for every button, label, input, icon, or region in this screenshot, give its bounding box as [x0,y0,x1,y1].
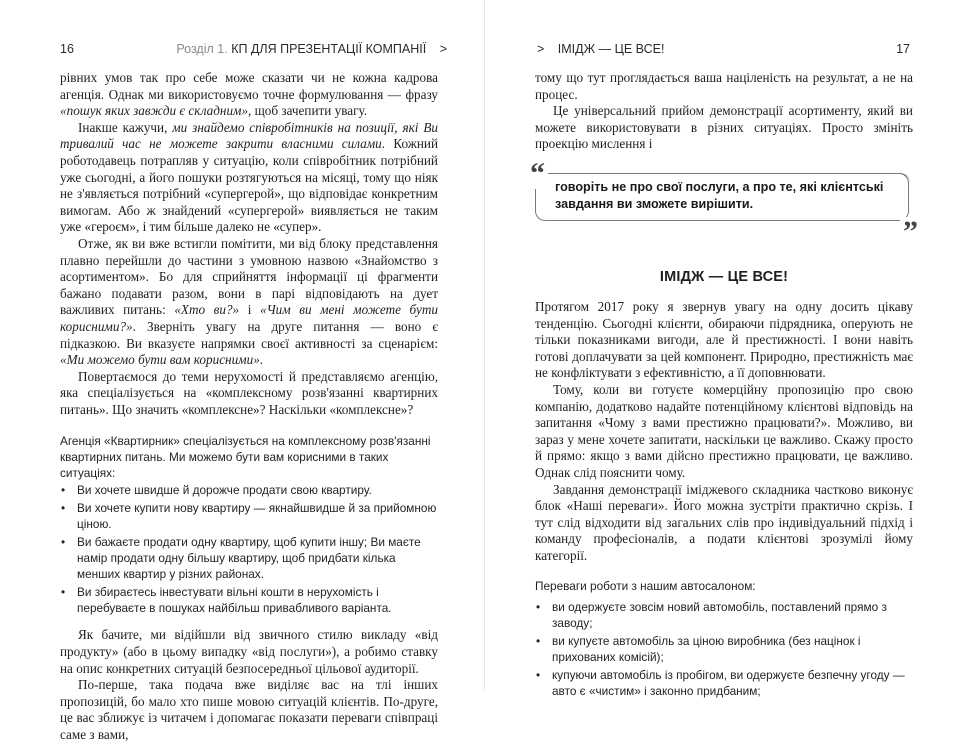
list-item: • ви одержуєте зовсім новий автомобіль, поставлений прямо з заводу; [536,600,887,631]
section-heading: ІМІДЖ — ЦЕ ВСЕ! [659,268,789,285]
list-item: • ви купуєте автомобіль за ціною виробника (без націнок і прихованих комісій); [536,634,861,665]
pull-quote [530,156,918,248]
paragraph: Тому, коли ви готуєте комерційну пропозицію про свою компанію, додатково надайте потенційному клієнтові відповідь на запитання «Чому з вами престижно працювати?». Можливо, ви зараз у мене хочете запитати, наскільки це важливо. Скажу просто й прямо: якщо з вами дійсно престижно працювати, це важливо. Однак слід пояснити чому. [535,381,913,480]
list-item: • Ви збираєтесь інвестувати вільні кошти в нерухомість і перебуваєте в пошуках найбільш привабливого варіанта. [61,585,392,616]
chevron-right-icon: > [537,42,545,56]
chapter-title: КП ДЛЯ ПРЕЗЕНТАЦІЇ КОМПАНІЇ [231,42,427,56]
bullet-icon: • [61,535,66,550]
list-item: • купуючи автомобіль із пробігом, ви одержуєте безпечну угоду — авто є «чистим» і законно придбаним; [536,668,905,699]
list-item: • Ви хочете купити нову квартиру — якнайшвидше й за прийомною ціною. [61,501,437,532]
chapter-label: Розділ 1. [176,42,228,56]
example-list [60,482,438,616]
paragraph: Це універсальний прийом демонстрації асортименту, який ви можете використовувати в різних ситуаціях. Просто змініть проекцію мислення і [535,103,913,152]
left-page [0,0,485,743]
example-list [535,599,913,699]
bullet-icon: • [536,668,541,683]
paragraph: Повертаємося до теми нерухомості й представляємо агенцію, яка спеціалізується на «комплексному розв'язанні квартирних питань». Що значить «комплексне»? Наскільки «комплексне»? [60,368,438,417]
quote-frame-end [896,173,909,221]
list-item: • Ви хочете швидше й дорожче продати свою квартиру. [61,483,372,498]
left-body-text [60,70,438,744]
open-quote-icon: “ [527,159,548,189]
quote-text: говоріть не про свої послуги, а про те, які клієнтські завдання ви зможете вирішити. [555,179,884,211]
example-block [60,433,438,616]
right-body-text [530,70,918,701]
bullet-icon: • [536,634,541,649]
bullet-icon: • [61,483,66,498]
page-number: 17 [896,42,910,56]
paragraph: тому що тут проглядається ваша націленість на результат, а не на процес. [535,70,913,102]
paragraph: Інакше кажучи, ми знайдемо співробітників на позиції, які Ви тривалий час не можете закрити власними силами. Кожний роботодавець потрапляв у ситуацію, коли співробітник потрібний уже сьогодні, а його пошуки розтягуються на місяці, тому що ніяк не з'являється потрібний «супергерой», що відповідає конкретним вимогам. Або ж знайдений «супергерой» виявляється не таким уже «героєм», і тим більше далеко не «супер». [60,119,439,235]
paragraph: По-перше, така подача вже виділяє вас на тлі інших пропозицій, бо мало хто пише мовою ситуацій клієнтів. По-друге, це вас зближує із читачем і допомагає показати переваги співпраці саме з вами, [60,677,438,743]
right-page [485,0,970,699]
bullet-icon: • [536,600,541,615]
chevron-right-icon: > [439,42,447,56]
running-header [176,41,447,57]
list-item: • Ви бажаєте продати одну квартиру, щоб купити іншу; Ви маєте намір продати одну більшу квартиру, щоб придбати кілька менших квартир у різних районах. [61,535,421,582]
running-title: ІМІДЖ — ЦЕ ВСЕ! [557,42,665,56]
paragraph: Як бачите, ми відійшли від звичного стилю викладу «від продукту» (або в цьому випадку «від послуги»), а робимо ставку на опис конкретних ситуацій безпосередньої цільової аудиторії. [60,627,438,676]
paragraph: рівних умов так про себе може сказати чи не кожна кадрова агенція. Однак ми використовуємо точне формулювання — фразу «пошук яких завжди є складним», щоб зачепити увагу. [60,70,438,119]
paragraph: Завдання демонстрації іміджевого складника частково виконує блок «Наші переваги». Його можна зустріти практично скрізь. І тут слід відходити від загальних слів про індивідуальний підхід і команду професіоналів, а подати клієнтові зрозумілі йому категорії. [535,481,913,563]
running-header [537,41,664,57]
example-block [535,578,913,699]
example-intro: Агенція «Квартирник» спеціалізується на комплексному розв'язанні квартирних питань. Ми можемо бути вам корисними в таких ситуаціях: [60,434,431,481]
bullet-icon: • [61,501,66,516]
close-quote-icon: ” [900,217,921,247]
paragraph: Отже, як ви вже встигли помітити, ми від блоку представлення плавно перейшли до частини з умовною назвою «Знайомство з асортиментом». Бо для сприйняття інформації ці фрагменти бажано подавати разом, вони в парі відповідають на дует важливих питань: «Хто ви?» і «Чим ви мені можете бути корисними?». Зверніть увагу на друге питання — воно є підказкою. Ви вказуєте напрямки своєї активності за сценарієм: «Ми можемо бути вам корисними». [60,235,438,368]
paragraph: Протягом 2017 року я звернув увагу на одну досить цікаву тенденцію. Сьогодні клієнти, обираючи підрядника, оперують не тільки показниками вигоди, але й престижності. І вони навіть готові доплачувати за цей компонент. Природно, престижність має не конфліктувати з ефективністю, а її доповнювати. [535,298,913,381]
page-number: 16 [60,42,74,56]
bullet-icon: • [61,585,66,600]
example-intro: Переваги роботи з нашим автосалоном: [535,579,756,594]
